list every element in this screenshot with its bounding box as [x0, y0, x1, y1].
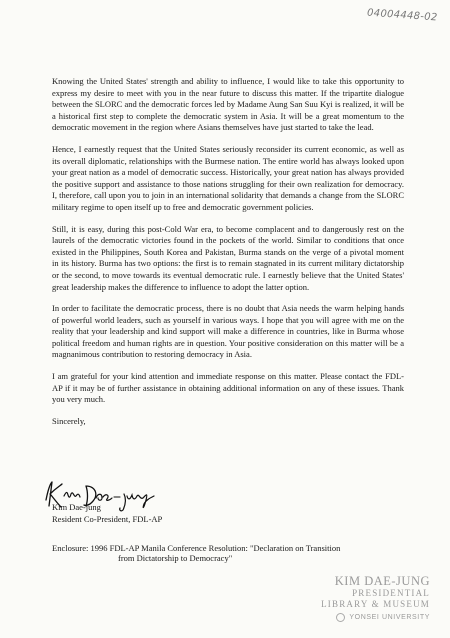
paragraph-4: In order to facilitate the democratic process, there is no doubt that Asia needs the warm helping hands of powerful world leaders, such as yourself in various ways. I hope that you will agree with me on the reality that your leadership and kind support will make a difference in countries, like in Burma whose political freedom and human rights are in question. Your positive consideration on this matter will be a magnanimous contribution to restoring democracy in Asia.	[52, 303, 404, 360]
enclosure-line-2: from Dictatorship to Democracy"	[118, 553, 233, 564]
paragraph-5: I am grateful for your kind attention and immediate response on this matter. Please contact the FDL-AP if it may be of further assistance in obtaining additional information on any of these issues. Thank you very much.	[52, 371, 404, 405]
library-logo	[310, 574, 430, 622]
document-id-stamp: 04004448-02	[367, 7, 439, 24]
signer-name: Kim Dae-jung	[52, 502, 101, 512]
enclosure-note	[52, 543, 352, 564]
signature-block	[52, 502, 162, 525]
logo-title: KIM DAE-JUNG	[334, 574, 430, 588]
paragraph-2: Hence, I earnestly request that the United States seriously reconsider its current economic, as well as its overall diplomatic, relationships with the Burmese nation. The entire world has always looked upon your great nation as a model of democratic success. Historically, your great nation has always provided the positive support and assistance to those nations struggling for their own realization for democracy. I, therefore, call upon you to join in an international solidarity that demands a change from the SLORC military regime to open itself up to free and democratic government policies.	[52, 143, 404, 212]
signer-title: Resident Co-President, FDL-AP	[52, 513, 163, 524]
enclosure-line-1: Enclosure: 1996 FDL-AP Manila Conference Resolution: "Declaration on Transition	[52, 543, 341, 553]
logo-line-presidential: PRESIDENTIAL	[352, 588, 430, 598]
logo-university	[310, 613, 430, 622]
paragraph-1: Knowing the United States' strength and ability to influence, I would like to take this opportunity to express my desire to meet with you in the near future to discuss this matter. If the tripartite dialogue between the SLORC and the democratic forces led by Madame Aung San Suu Kyi is realized, it will be a historical first step to complete the democratic system in Asia. It will be a great momentum to the democratic movement in the region where Asians themselves have just started to take the lead.	[52, 76, 404, 133]
university-seal-icon	[336, 613, 345, 622]
logo-university-text: YONSEI UNIVERSITY	[349, 614, 430, 621]
paragraph-3: Still, it is easy, during this post-Cold War era, to become complacent and to dangerously rest on the laurels of the democratic victories found in the pockets of the world. Similar to conditions that once existed in the Philippines, South Korea and Pakistan, Burma stands on the verge of a pivotal moment in its history. Burma has two options: the first is to remain stagnated in its current military dictatorship or the second, to move towards its eventual democratic rule. I earnestly believe that the United States' great leadership makes the difference to influence to adopt the latter option.	[52, 223, 404, 292]
closing: Sincerely,	[52, 415, 86, 426]
logo-line-library: LIBRARY & MUSEUM	[321, 599, 430, 609]
letter-body	[52, 76, 404, 453]
